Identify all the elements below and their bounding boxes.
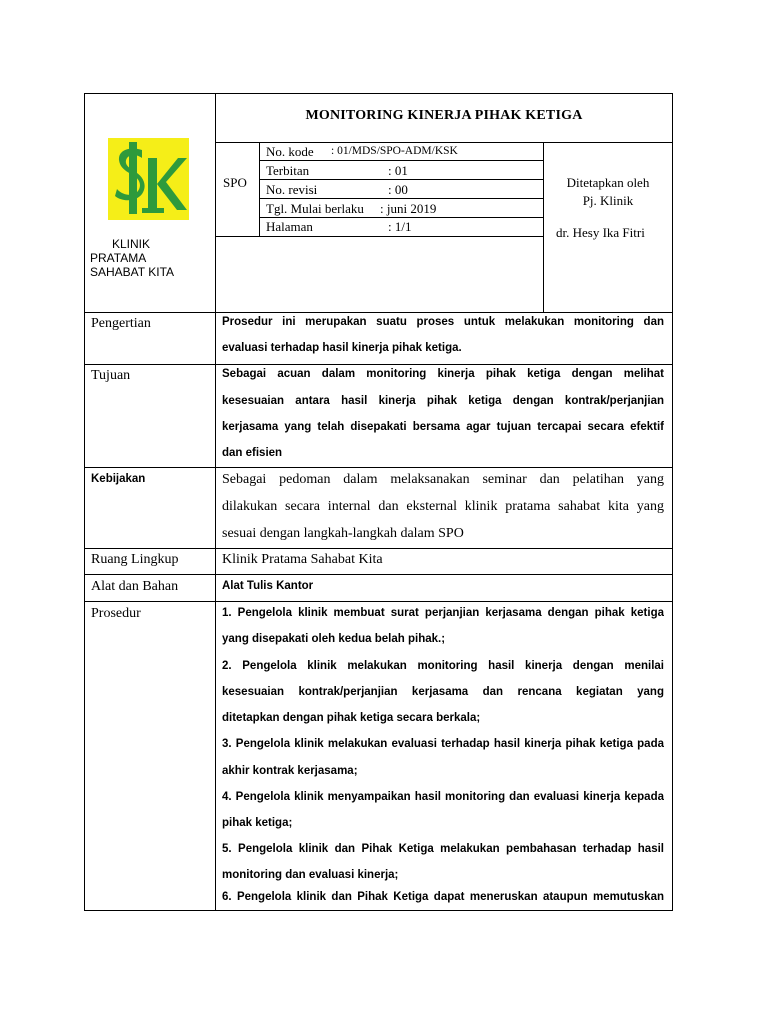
pengertian-line: evaluasi terhadap hasil kinerja pihak ketiga.	[222, 342, 462, 354]
kebijakan-line: dilakukan secara internal dan eksternal klinik pratama sahabat kita yang	[222, 499, 664, 514]
meta-label-no-kode: No. kode	[266, 144, 314, 159]
alat-bahan-value: Alat Tulis Kantor	[222, 580, 314, 592]
label-ruang-lingkup: Ruang Lingkup	[91, 552, 179, 567]
label-prosedur: Prosedur	[91, 606, 141, 621]
meta-label-no-revisi: No. revisi	[266, 182, 318, 197]
meta-value-terbitan: : 01	[388, 163, 408, 178]
tujuan-line: kesesuaian antara hasil kinerja pihak ketiga dengan kontrak/perjanjian	[222, 395, 664, 407]
tujuan-line: dan efisien	[222, 447, 283, 459]
prosedur-line: pihak ketiga;	[222, 817, 293, 829]
prosedur-line: monitoring dan evaluasi kinerja;	[222, 869, 399, 881]
meta-value-no-kode: : 01/MDS/SPO-ADM/KSK	[331, 145, 458, 157]
prosedur-line: 2. Pengelola klinik melakukan monitoring hasil kinerja dengan menilai	[222, 660, 664, 672]
prosedur-line: yang disepakati oleh kedua belah pihak.;	[222, 633, 446, 645]
prosedur-line: kesesuaian kontrak/perjanjian kerjasama dan rencana kegiatan yang	[222, 686, 664, 698]
ruang-lingkup-value: Klinik Pratama Sahabat Kita	[222, 552, 383, 567]
meta-value-no-revisi: : 00	[388, 182, 408, 197]
meta-label-halaman: Halaman	[266, 219, 313, 234]
clinic-name-line-2: PRATAMA	[90, 251, 147, 265]
clinic-name-line-1: KLINIK	[112, 237, 151, 251]
tujuan-line: Sebagai acuan dalam monitoring kinerja pihak ketiga dengan melihat	[222, 368, 664, 380]
label-alat-bahan: Alat dan Bahan	[91, 579, 179, 594]
label-tujuan: Tujuan	[91, 368, 131, 383]
meta-label-terbitan: Terbitan	[266, 163, 310, 178]
kebijakan-line: sesuai dengan langkah-langkah dalam SPO	[222, 526, 464, 541]
prosedur-line: 5. Pengelola klinik dan Pihak Ketiga melakukan pembahasan terhadap hasil	[222, 843, 664, 855]
prosedur-line: 4. Pengelola klinik menyampaikan hasil monitoring dan evaluasi kinerja kepada	[222, 791, 664, 803]
document-title: MONITORING KINERJA PIHAK KETIGA	[305, 108, 583, 123]
prosedur-line: 3. Pengelola klinik melakukan evaluasi terhadap hasil kinerja pihak ketiga pada	[222, 738, 664, 750]
approval-block	[544, 174, 672, 210]
prosedur-line: 6. Pengelola klinik dan Pihak Ketiga dapat meneruskan ataupun memutuskan	[222, 891, 664, 903]
label-kebijakan: Kebijakan	[91, 473, 146, 485]
clinic-logo	[108, 138, 189, 220]
prosedur-line: akhir kontrak kerjasama;	[222, 765, 358, 777]
approval-line-1: Ditetapkan oleh	[566, 175, 650, 190]
approval-line-2: Pj. Klinik	[582, 193, 634, 208]
kebijakan-line: Sebagai pedoman dalam melaksanakan seminar dan pelatihan yang	[222, 472, 664, 487]
pengertian-line: Prosedur ini merupakan suatu proses untuk melakukan monitoring dan	[222, 316, 664, 328]
label-pengertian: Pengertian	[91, 316, 151, 331]
logo-bar	[129, 142, 137, 214]
meta-value-halaman: : 1/1	[388, 219, 412, 234]
spo-label: SPO	[223, 175, 247, 190]
clinic-name-line-3: SAHABAT KITA	[90, 265, 175, 279]
logo-k-stem	[148, 158, 157, 210]
approval-signer: dr. Hesy Ika Fitri	[556, 225, 645, 240]
prosedur-line: 1. Pengelola klinik membuat surat perjanjian kerjasama dengan pihak ketiga	[222, 607, 664, 619]
tujuan-line: kerjasama yang telah disepakati bersama agar tujuan tercapai secara efektif	[222, 421, 664, 433]
prosedur-line: ditetapkan dengan pihak ketiga secara berkala;	[222, 712, 481, 724]
meta-label-tgl-mulai: Tgl. Mulai berlaku	[266, 201, 364, 216]
meta-value-tgl-mulai: : juni 2019	[380, 201, 437, 216]
logo-graphic	[108, 138, 189, 220]
